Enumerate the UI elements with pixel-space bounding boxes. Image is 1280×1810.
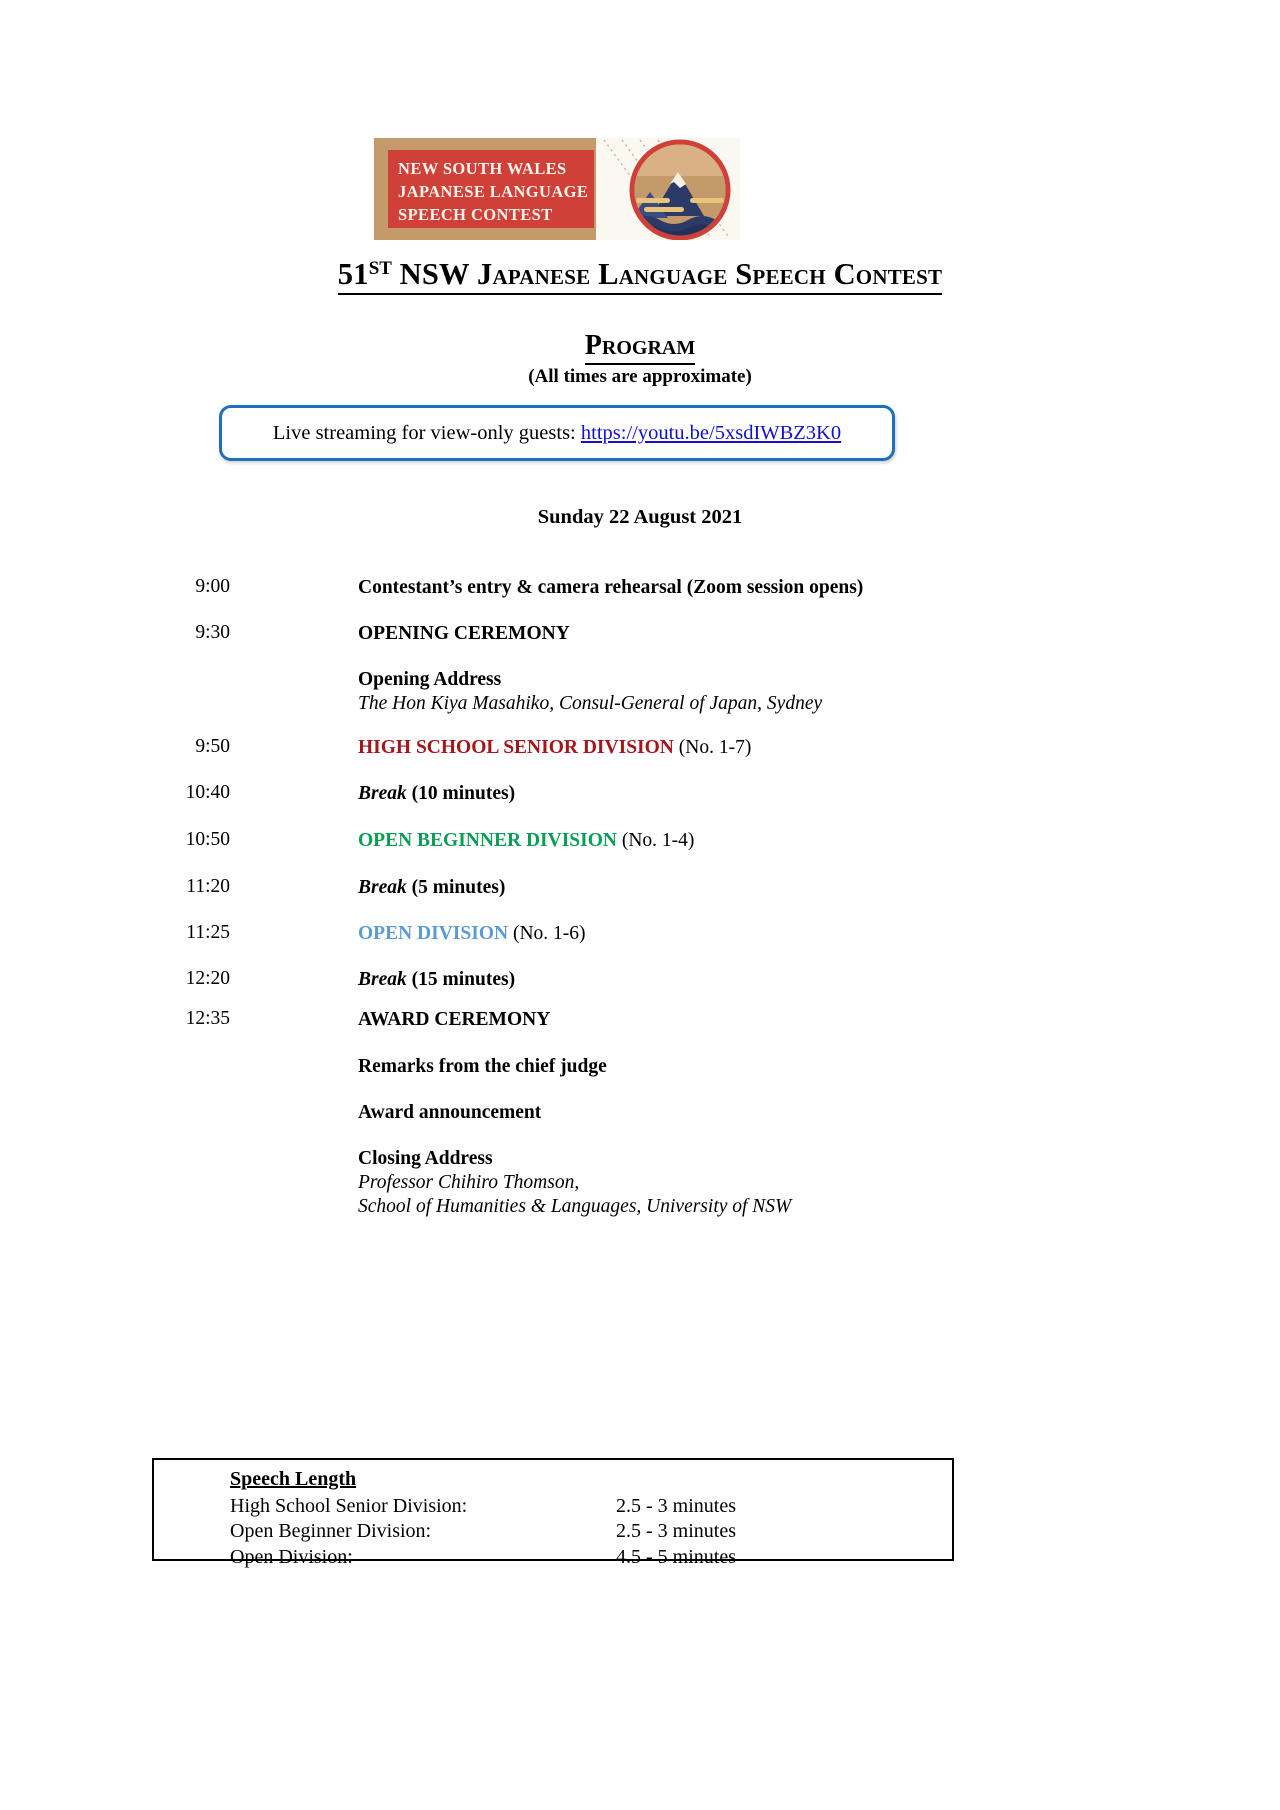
schedule-row-label: OPEN BEGINNER DIVISION [358,830,617,851]
schedule-row-content [358,829,1280,853]
schedule-row-subtitle: The Hon Kiya Masahiko, Consul-General of Japan, Sydney [358,692,823,714]
schedule-row-label: HIGH SCHOOL SENIOR DIVISION [358,737,674,758]
live-stream-label: Live streaming for view-only guests: [272,421,581,444]
schedule-row-content [358,1008,1280,1032]
schedule-row [0,576,1280,600]
schedule-row-label: Opening Address [358,669,502,690]
schedule-row-label: OPEN DIVISION [358,923,509,944]
schedule-row [0,1101,1280,1125]
schedule-row-suffix: (10 minutes) [406,783,516,804]
schedule-row-label: Contestant’s entry & camera rehearsal (Zoom session opens) [358,577,864,598]
schedule-row-label: Remarks from the chief judge [358,1056,607,1077]
schedule-row-content [358,1147,1280,1218]
title-rest: NSW Japanese Language Speech Contest [391,257,943,291]
schedule-row-content [358,1101,1280,1125]
schedule-row-content [358,622,1280,646]
schedule-row-time: 9:30 [195,622,230,643]
page-title-underlined [338,258,942,295]
schedule-row [0,968,1280,992]
schedule-row-subtitle-secondary: School of Humanities & Languages, University of NSW [358,1195,792,1217]
logo-line-2: JAPANESE LANGUAGE [398,182,589,201]
speech-length-title: Speech Length [230,1468,357,1490]
schedule-row-content [358,576,1280,600]
schedule-row-time: 9:50 [195,736,230,757]
speech-length-rows [230,1494,952,1571]
live-stream-callout [219,405,895,461]
speech-length-value: 2.5 - 3 minutes [616,1494,736,1517]
speech-length-row [230,1519,952,1545]
schedule-row-label: Break [358,783,407,804]
schedule-row-time: 10:50 [185,829,230,850]
schedule-row-time: 12:35 [185,1008,230,1029]
schedule-row-time: 11:25 [186,922,230,943]
schedule-row-content [358,1055,1280,1079]
speech-length-value: 4.5 - 5 minutes [616,1545,736,1568]
program-subheading: (All times are approximate) [528,366,752,387]
title-ordinal-suffix: ST [368,258,392,280]
schedule-row-content [358,876,1280,900]
schedule-row [0,622,1280,646]
schedule-row-content [358,968,1280,992]
program-heading [0,330,1280,365]
speech-length-row [230,1494,952,1520]
schedule-row [0,876,1280,900]
live-stream-text [273,422,841,445]
schedule-row [0,736,1280,760]
speech-length-table [152,1458,954,1568]
event-date: Sunday 22 August 2021 [537,506,743,528]
program-heading-text: Program [585,330,695,365]
schedule-row-time: 11:20 [186,876,230,897]
schedule-row-suffix: (No. 1-6) [508,923,586,944]
schedule-row [0,1008,1280,1032]
schedule-row-content [358,922,1280,946]
schedule-row [0,1147,1280,1218]
schedule-row-time: 10:40 [185,782,230,803]
schedule-row-label: OPENING CEREMONY [358,623,570,644]
schedule-row [0,668,1280,716]
schedule-row-time: 9:00 [195,576,230,597]
schedule-row-label: AWARD CEREMONY [358,1009,551,1030]
schedule-row [0,829,1280,853]
schedule-row-time: 12:20 [185,968,230,989]
contest-logo-svg [374,138,740,240]
schedule-row-subtitle: Professor Chihiro Thomson, [358,1171,580,1193]
schedule-row-label: Break [358,877,407,898]
speech-length-label: Open Division: [230,1545,353,1568]
title-ordinal-number: 51 [337,257,369,291]
schedule-row-suffix: (No. 1-7) [673,737,752,758]
schedule-row-content [358,736,1280,760]
schedule-row-label: Closing Address [358,1148,493,1169]
schedule-row-suffix: (5 minutes) [406,877,506,898]
logo-line-3: SPEECH CONTEST [398,205,553,224]
schedule-row-content [358,782,1280,806]
schedule-row [0,782,1280,806]
schedule-row [0,1055,1280,1079]
schedule-row-label: Break [358,969,407,990]
schedule-row-content [358,668,1280,716]
speech-length-label: Open Beginner Division: [230,1520,432,1543]
contest-logo [374,138,740,240]
schedule-row-suffix: (15 minutes) [406,969,516,990]
live-stream-link[interactable]: https://youtu.be/5xsdIWBZ3K0 [580,421,842,444]
page-title [0,258,1280,295]
schedule-row [0,922,1280,946]
speech-length-label: High School Senior Division: [230,1494,468,1517]
schedule-row-suffix: (No. 1-4) [616,830,695,851]
speech-length-row [230,1545,952,1571]
schedule-row-label: Award announcement [358,1102,542,1123]
speech-length-value: 2.5 - 3 minutes [616,1520,736,1543]
logo-line-1: NEW SOUTH WALES [398,159,567,178]
